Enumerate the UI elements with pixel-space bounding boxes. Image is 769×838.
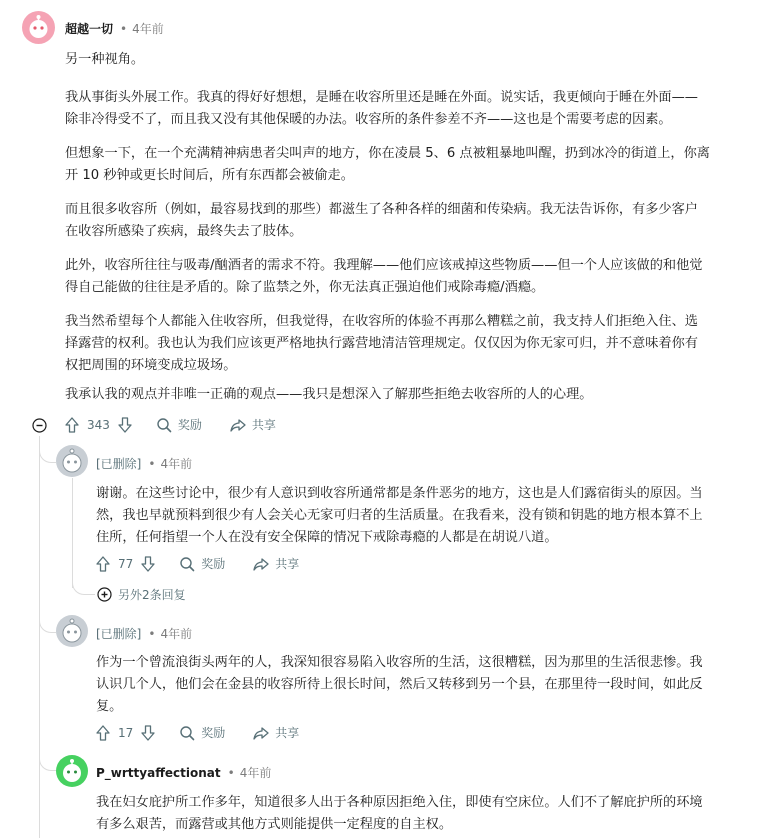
vote-count: 77 bbox=[118, 556, 134, 571]
comment-paragraph: 谢谢。在这些讨论中，很少有人意识到收容所通常都是条件恶劣的地方，这也是人们露宿街头的原因。当 然，我也早就预料到很少有人会关心无家可归者的生活质量。在我看来，没有锁和钥匙的地方根本算不上 住所，任何指望一个人在没有安全保障的情况下戒除毒瘾的人都是在胡说八道。 bbox=[96, 486, 703, 545]
comment-paragraph: 但想象一下，在一个充满精神病患者尖叫声的地方，你在凌晨 5、6 点被粗暴地叫醒，扔到冰冷的街道上，你离 开 10 秒钟或更长时间后，所有东西都会被偷走。 bbox=[65, 146, 710, 183]
downvote-button[interactable] bbox=[141, 556, 155, 572]
comment-meta bbox=[65, 20, 164, 37]
share-icon bbox=[253, 725, 269, 741]
award-label: 奖励 bbox=[201, 726, 226, 740]
upvote-button[interactable] bbox=[96, 556, 110, 572]
comment-actions bbox=[96, 555, 299, 572]
share-button[interactable] bbox=[230, 416, 276, 433]
arrow-up-icon bbox=[96, 725, 110, 741]
comment-meta bbox=[96, 455, 192, 472]
plus-circle-icon bbox=[97, 587, 112, 602]
share-button[interactable] bbox=[253, 724, 299, 741]
arrow-down-icon bbox=[141, 556, 155, 572]
thread-elbow-reply-3 bbox=[39, 752, 56, 771]
timestamp[interactable]: 4年前 bbox=[160, 627, 193, 641]
award-icon bbox=[179, 556, 195, 572]
timestamp[interactable]: 4年前 bbox=[239, 766, 272, 780]
downvote-button[interactable] bbox=[118, 417, 132, 433]
comment-actions bbox=[96, 724, 299, 741]
vote-count: 343 bbox=[87, 417, 110, 432]
timestamp[interactable]: 4年前 bbox=[160, 457, 193, 471]
comment-meta bbox=[96, 625, 192, 642]
username[interactable]: P_wrttyaffectionat bbox=[96, 765, 221, 780]
comment-meta bbox=[96, 764, 271, 781]
thread-elbow-more-replies bbox=[72, 578, 95, 595]
avatar[interactable] bbox=[56, 755, 88, 787]
separator-dot: • bbox=[148, 456, 156, 471]
comment-actions bbox=[65, 416, 276, 433]
separator-dot: • bbox=[148, 626, 156, 641]
username: [已删除] bbox=[96, 627, 142, 641]
comment-paragraph: 我从事街头外展工作。我真的得好好想想，是睡在收容所里还是睡在外面。说实话，我更倾向于睡在外面—— 除非冷得受不了，而且我又没有其他保暖的办法。收容所的条件参差不齐——这也是个需要考虑的因素。 bbox=[65, 90, 698, 127]
thread-elbow-reply-2 bbox=[39, 610, 56, 633]
award-icon bbox=[156, 417, 172, 433]
share-label: 共享 bbox=[251, 418, 276, 432]
separator-dot: • bbox=[120, 21, 128, 36]
thread-line-main bbox=[39, 436, 40, 838]
award-button[interactable] bbox=[179, 724, 225, 741]
arrow-down-icon bbox=[141, 725, 155, 741]
share-icon bbox=[230, 417, 246, 433]
upvote-button[interactable] bbox=[96, 725, 110, 741]
avatar[interactable] bbox=[56, 445, 88, 477]
award-label: 奖励 bbox=[201, 557, 226, 571]
share-label: 共享 bbox=[275, 726, 300, 740]
arrow-up-icon bbox=[65, 417, 79, 433]
thread-elbow-reply-1 bbox=[39, 436, 56, 463]
timestamp[interactable]: 4年前 bbox=[132, 22, 164, 36]
vote-count: 17 bbox=[118, 725, 134, 740]
comment-paragraph: 我当然希望每个人都能入住收容所，但我觉得，在收容所的体验不再那么糟糕之前，我支持人们拒绝入住、选 择露营的权利。我也认为我们应该更严格地执行露营地清洁管理规定。仅仅因为你无家可归，并不意味着你有 权把周围的环境变成垃圾场。 bbox=[65, 314, 698, 373]
downvote-button[interactable] bbox=[141, 725, 155, 741]
award-button[interactable] bbox=[156, 416, 202, 433]
more-replies-label: 另外2条回复 bbox=[118, 588, 186, 602]
share-button[interactable] bbox=[253, 555, 299, 572]
more-replies-link[interactable] bbox=[97, 586, 186, 603]
collapse-button[interactable] bbox=[32, 418, 47, 433]
share-label: 共享 bbox=[275, 557, 300, 571]
award-label: 奖励 bbox=[177, 418, 202, 432]
comment-paragraph: 作为一个曾流浪街头两年的人，我深知很容易陷入收容所的生活，这很糟糕，因为那里的生活很悲惨。我 认识几个人，他们会在金县的收容所待上很长时间，然后又转移到另一个县，在那里待一段时间，如此反 复。 bbox=[96, 655, 703, 714]
award-icon bbox=[179, 725, 195, 741]
comment-paragraph: 此外，收容所往往与吸毒/酗酒者的需求不符。我理解——他们应该戒掉这些物质——但一个人应该做的和他觉 得自己能做的往往是矛盾的。除了监禁之外，你无法真正强迫他们戒除毒瘾/酒瘾。 bbox=[65, 258, 703, 295]
comment-paragraph: 另一种视角。 bbox=[65, 52, 145, 67]
award-button[interactable] bbox=[179, 555, 225, 572]
separator-dot: • bbox=[227, 765, 235, 780]
arrow-up-icon bbox=[96, 556, 110, 572]
upvote-button[interactable] bbox=[65, 417, 79, 433]
avatar[interactable] bbox=[56, 615, 88, 647]
share-icon bbox=[253, 556, 269, 572]
username[interactable]: 超越一切 bbox=[65, 22, 114, 36]
username: [已删除] bbox=[96, 457, 142, 471]
arrow-down-icon bbox=[118, 417, 132, 433]
avatar[interactable] bbox=[22, 11, 55, 44]
minus-circle-icon bbox=[32, 418, 47, 433]
thread-line-reply-1 bbox=[72, 478, 73, 588]
comment-paragraph: 我在妇女庇护所工作多年，知道很多人出于各种原因拒绝入住，即使有空床位。人们不了解庇护所的环境 有多么艰苦，而露营或其他方式则能提供一定程度的自主权。 bbox=[96, 795, 703, 832]
comment-paragraph: 我承认我的观点并非唯一正确的观点——我只是想深入了解那些拒绝去收容所的人的心理。 bbox=[65, 387, 593, 402]
comment-paragraph: 而且很多收容所（例如，最容易找到的那些）都滋生了各种各样的细菌和传染病。我无法告诉你，有多少客户 在收容所感染了疾病，最终失去了肢体。 bbox=[65, 202, 698, 239]
